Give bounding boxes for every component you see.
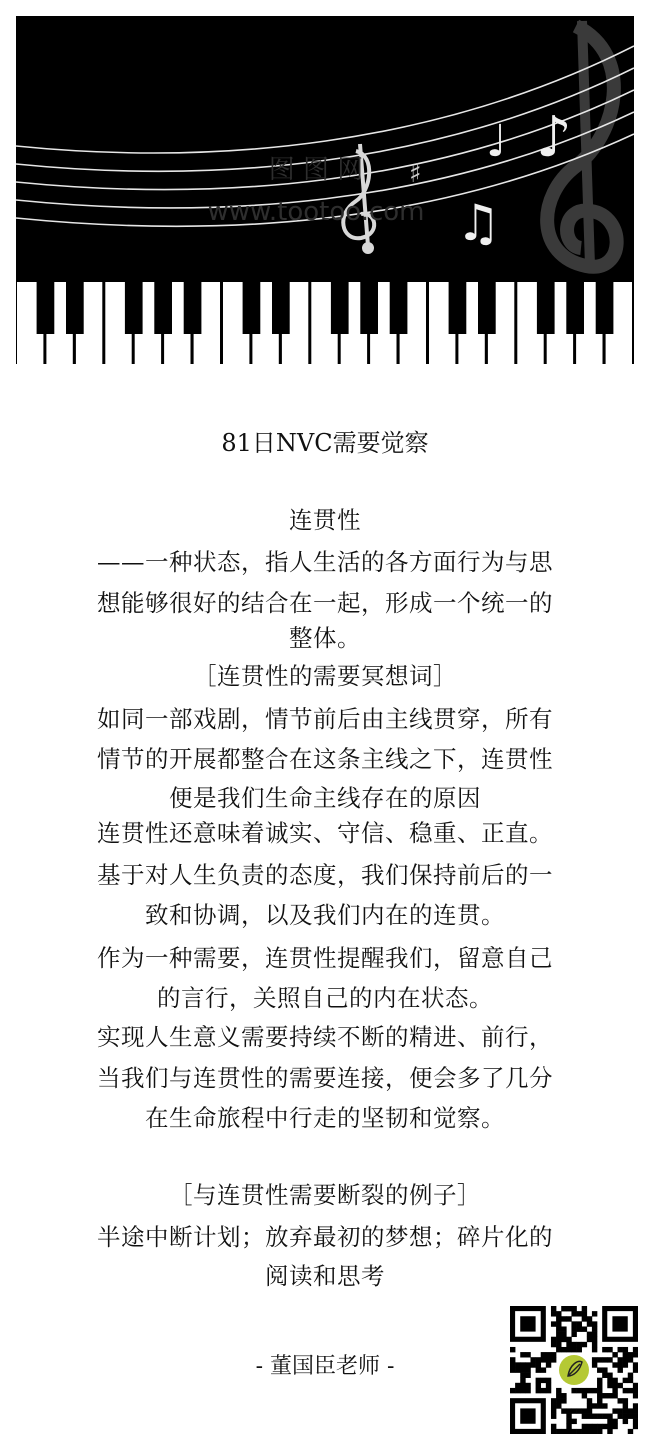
- meditation-line: 当我们与连贯性的需要连接，便会多了几分: [97, 1064, 553, 1092]
- music-note-icon: ♩: [486, 116, 507, 167]
- meditation-line: 的言行，关照自己的内在状态。: [157, 984, 493, 1012]
- meditation-line: 连贯性还意味着诚实、守信、稳重、正直。: [97, 819, 553, 847]
- meditation-line: 情节的开展都整合在这条主线之下，连贯性: [97, 745, 553, 773]
- definition-line: 想能够很好的结合在一起，形成一个统一的: [97, 589, 553, 617]
- example-line: 阅读和思考: [265, 1262, 385, 1290]
- author-signature: - 董国臣老师 -: [255, 1354, 395, 1379]
- watermark-url: www.tootoo.com: [207, 197, 425, 227]
- page-title: 81日NVC需要觉察: [221, 429, 429, 457]
- meditation-line: 基于对人生负责的态度，我们保持前后的一: [97, 861, 553, 889]
- meditation-line: 致和协调，以及我们内在的连贯。: [145, 901, 505, 929]
- definition-line: 整体。: [289, 624, 361, 652]
- meditation-line: 如同一部戏剧，情节前后由主线贯穿，所有: [97, 705, 553, 733]
- beamed-notes-icon: ♫: [456, 194, 501, 252]
- meditation-line: 在生命旅程中行走的坚韧和觉察。: [145, 1104, 505, 1132]
- meditation-line: 作为一种需要，连贯性提醒我们，留意自己: [97, 944, 553, 972]
- example-line: 半途中断计划；放弃最初的梦想；碎片化的: [97, 1223, 553, 1251]
- meditation-line: 实现人生意义需要持续不断的精进、前行，: [97, 1023, 553, 1051]
- music-note-icon: ♪: [536, 105, 572, 170]
- section-heading: ［连贯性的需要冥想词］: [193, 662, 457, 690]
- definition-line: ——一种状态，指人生活的各方面行为与思: [97, 548, 553, 576]
- sharp-icon: ♯: [409, 159, 422, 189]
- qr-code-icon: [510, 1306, 638, 1434]
- section-heading: ［与连贯性需要断裂的例子］: [169, 1181, 481, 1209]
- meditation-line: 便是我们生命主线存在的原因: [169, 784, 481, 812]
- subheading: 连贯性: [289, 506, 361, 534]
- watermark-text: 图 图 网: [268, 155, 364, 185]
